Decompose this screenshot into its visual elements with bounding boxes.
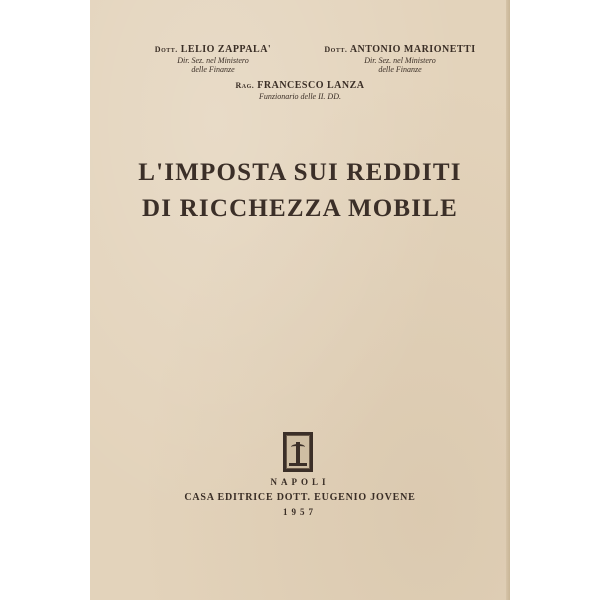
author-role: delle Finanze bbox=[191, 65, 235, 74]
title-line: L'IMPOSTA SUI REDDITI bbox=[138, 159, 462, 186]
author-prefix: Dott. bbox=[154, 45, 178, 54]
book-title bbox=[90, 155, 510, 227]
publisher-name: CASA EDITRICE DOTT. EUGENIO JOVENE bbox=[184, 492, 416, 503]
author-name: LELIO ZAPPALA' bbox=[180, 44, 272, 55]
author-prefix: Rag. bbox=[235, 81, 255, 90]
author-name: FRANCESCO LANZA bbox=[257, 80, 365, 91]
author-lanza bbox=[215, 80, 385, 101]
author-role: Dir. Sez. nel Ministero bbox=[177, 56, 249, 65]
book-cover bbox=[90, 0, 510, 600]
author-role: delle Finanze bbox=[378, 65, 422, 74]
title-line: DI RICCHEZZA MOBILE bbox=[142, 195, 458, 222]
author-name: ANTONIO MARIONETTI bbox=[349, 44, 476, 55]
author-role: Dir. Sez. nel Ministero bbox=[364, 56, 436, 65]
author-marionetti bbox=[300, 44, 500, 74]
publisher-place: NAPOLI bbox=[270, 477, 330, 487]
author-zappala bbox=[128, 44, 298, 74]
author-role: Funzionario delle II. DD. bbox=[259, 92, 341, 101]
publisher-emblem-icon bbox=[283, 432, 313, 472]
publication-year: 1957 bbox=[283, 507, 317, 517]
author-prefix: Dott. bbox=[324, 45, 348, 54]
